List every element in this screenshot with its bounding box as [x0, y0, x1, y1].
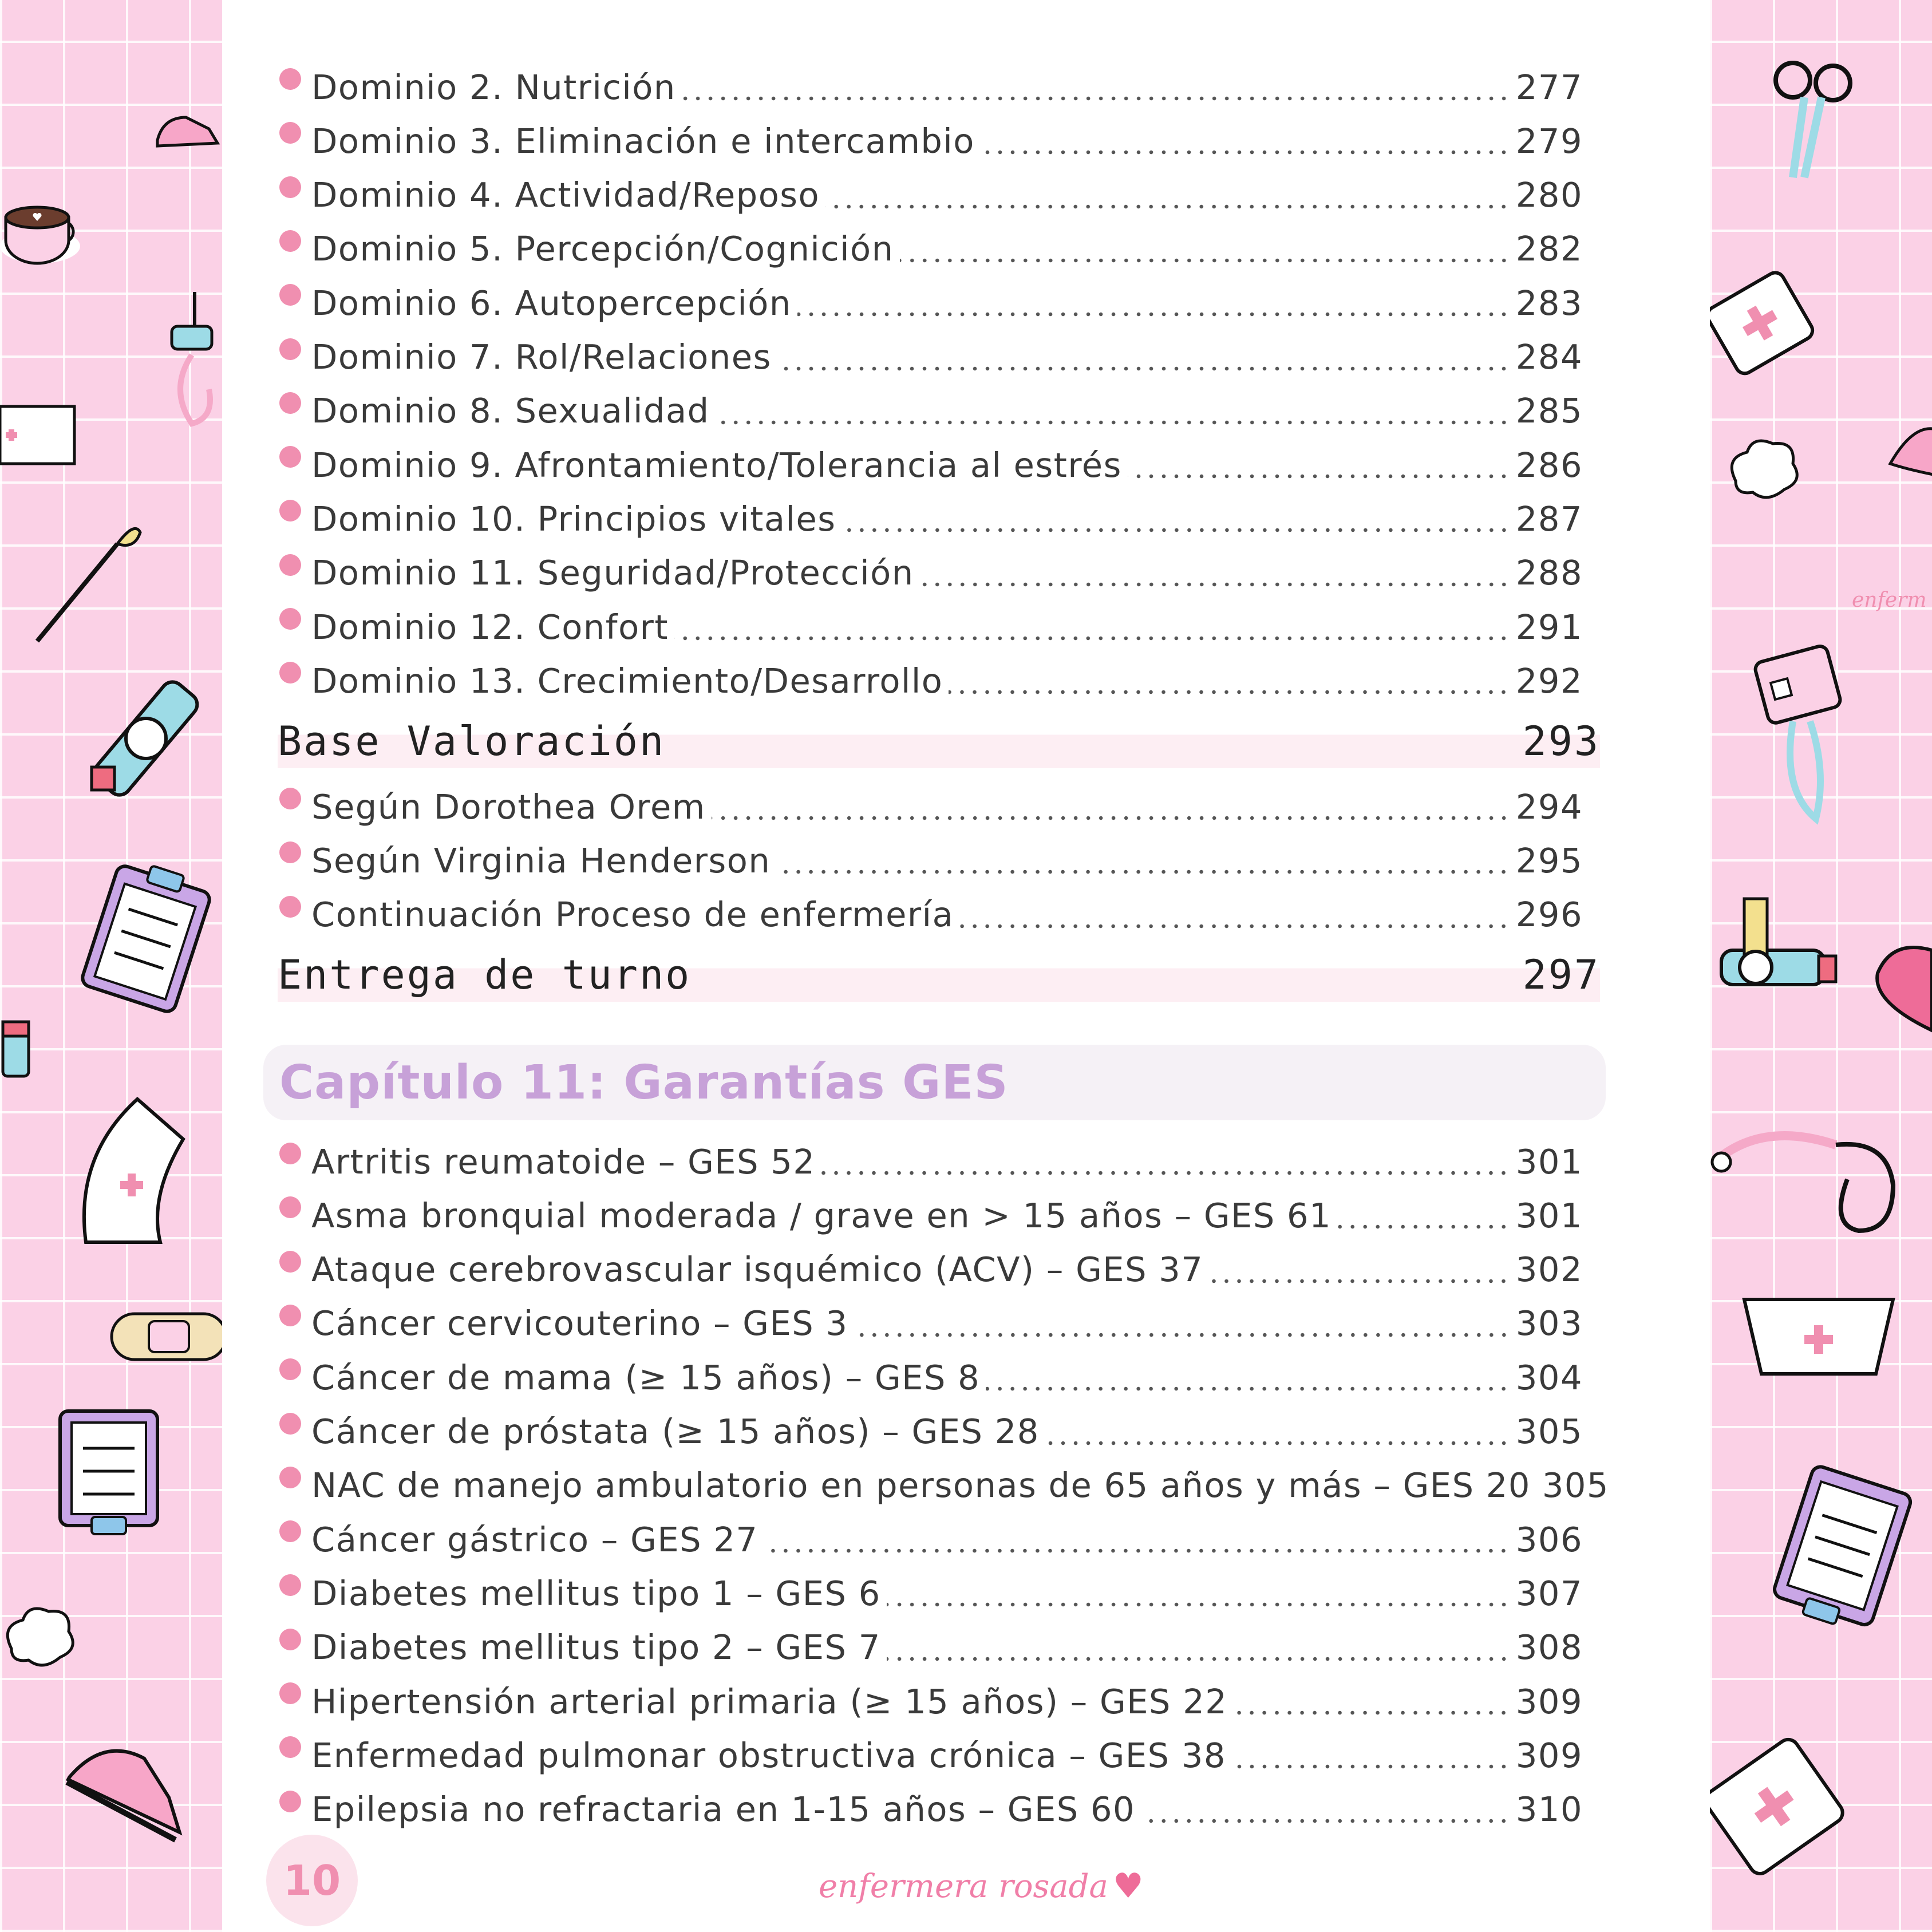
- toc-entry-page: 288: [1515, 553, 1583, 593]
- toc-entry: [280, 1243, 1583, 1297]
- toc-entry: [280, 1621, 1583, 1674]
- dot-leader: [1233, 1710, 1510, 1716]
- page-number: 10: [266, 1835, 358, 1926]
- nurse-cap-icon: [1739, 1288, 1899, 1385]
- section-heading-entrega-turno: [278, 948, 1600, 1002]
- toc-entry: [280, 222, 1583, 276]
- toc-entry-title: Dominio 11. Seguridad/Protección: [311, 553, 914, 593]
- mushroom-lamp-icon: [1879, 418, 1932, 504]
- dot-leader: [777, 366, 1510, 372]
- toc-entry-page: 309: [1515, 1681, 1583, 1721]
- toc-entry: [280, 600, 1583, 654]
- toc-entry-title: Dominio 8. Sexualidad: [311, 391, 710, 431]
- toc-entry-page: 305: [1515, 1412, 1583, 1451]
- toc-entry-page: 310: [1515, 1789, 1583, 1830]
- dot-leader: [887, 1656, 1510, 1662]
- toc-entry-title: Cáncer gástrico – GES 27: [311, 1519, 758, 1559]
- toc-entry-title: Dominio 6. Autopercepción: [311, 283, 792, 323]
- first-aid-kit-icon: [1710, 1729, 1842, 1889]
- first-aid-kit-icon: [1710, 263, 1807, 378]
- toc-entry-title: Según Dorothea Orem: [311, 787, 706, 827]
- bullet-icon: [279, 176, 301, 198]
- bullet-icon: [279, 896, 301, 918]
- toc-entry-page: 307: [1515, 1573, 1583, 1613]
- bullet-icon: [279, 554, 301, 576]
- left-decorative-strip: [0, 0, 222, 1932]
- toc-entry: [280, 1188, 1583, 1242]
- bullet-icon: [279, 1629, 301, 1650]
- dot-leader: [776, 869, 1510, 875]
- section-title: Base Valoración: [278, 718, 666, 765]
- dot-leader: [821, 1170, 1510, 1176]
- dot-leader: [682, 96, 1510, 101]
- toc-entry: [280, 276, 1583, 330]
- bullet-icon: [279, 392, 301, 414]
- toc-entry-title: Dominio 4. Actividad/Reposo: [311, 175, 820, 215]
- toc-entry: [280, 1350, 1583, 1404]
- nurse-cap-icon: [0, 389, 80, 475]
- dot-leader: [716, 420, 1510, 425]
- toc-entry-title: Dominio 3. Eliminación e intercambio: [311, 121, 975, 161]
- toc-entry: [280, 780, 1583, 833]
- toc-entry-title: Dominio 12. Confort: [311, 607, 669, 647]
- bullet-icon: [279, 1196, 301, 1218]
- toc-entry-page: 283: [1515, 283, 1583, 323]
- toc-entry-title: Dominio 5. Percepción/Cognición: [311, 229, 894, 269]
- toc-entry-title: Diabetes mellitus tipo 1 – GES 6: [311, 1573, 881, 1613]
- toc-entry: [280, 888, 1583, 942]
- dot-leader: [764, 1548, 1510, 1554]
- heart-icon: [1873, 927, 1932, 1036]
- heart-icon: ♥: [1112, 1866, 1144, 1906]
- toc-entry-title: Artritis reumatoide – GES 52: [311, 1141, 816, 1182]
- toc-entry-page: 303: [1515, 1303, 1583, 1344]
- bullet-icon: [279, 446, 301, 468]
- toc-entry-page: 305: [1542, 1465, 1609, 1506]
- bullet-icon: [279, 500, 301, 521]
- toc-entry-page: 304: [1515, 1357, 1583, 1397]
- toc-entry: [280, 1674, 1583, 1728]
- toc-entry-title: Cáncer de mama (≥ 15 años) – GES 8: [311, 1357, 981, 1397]
- toc-entry: [280, 1405, 1583, 1459]
- toc-entry-page: 308: [1515, 1627, 1583, 1668]
- dot-leader: [981, 149, 1510, 155]
- toc-entry-title: Dominio 2. Nutrición: [311, 67, 676, 107]
- toc-entry: [280, 438, 1583, 492]
- id-badge-icon: [1753, 641, 1850, 830]
- toc-entry-page: 302: [1515, 1250, 1583, 1290]
- dot-leader: [854, 1332, 1510, 1338]
- section-page: 297: [1522, 951, 1600, 998]
- scissors-icon: [1759, 57, 1862, 195]
- toc-entry-page: 301: [1515, 1195, 1583, 1235]
- toc-entry-title: Dominio 13. Crecimiento/Desarrollo: [311, 661, 943, 701]
- dot-leader: [986, 1386, 1510, 1392]
- bullet-icon: [279, 788, 301, 809]
- toc-entry-page: 282: [1515, 229, 1583, 269]
- toc-entry-page: 286: [1515, 445, 1583, 485]
- toc-entry-title: NAC de manejo ambulatorio en personas de 65 años y más – GES 20: [311, 1465, 1531, 1506]
- toc-entry: [280, 1728, 1583, 1782]
- toc-entry: [280, 492, 1583, 546]
- toc-entry: [280, 1135, 1583, 1188]
- dot-leader: [797, 311, 1510, 317]
- cotton-ball-icon: [1721, 435, 1807, 509]
- toc-entry-title: Dominio 9. Afrontamiento/Tolerancia al estrés: [311, 445, 1122, 485]
- signature: [819, 1863, 1144, 1909]
- iv-valve-icon: [86, 664, 218, 813]
- section-heading-base-valoracion: [278, 714, 1600, 768]
- right-decorative-strip: [1710, 0, 1932, 1932]
- clipboard-icon: [1779, 1465, 1905, 1631]
- section-page: 293: [1522, 718, 1600, 765]
- toc-entry-title: Ataque cerebrovascular isquémico (ACV) – GES 37: [311, 1250, 1204, 1290]
- toc-entry-title: Continuación Proceso de enfermería: [311, 895, 954, 935]
- dot-leader: [712, 815, 1510, 821]
- dot-leader: [1209, 1278, 1510, 1284]
- dot-leader: [1232, 1764, 1510, 1769]
- toc-entry: [280, 168, 1583, 222]
- toc-entry-title: Enfermedad pulmonar obstructiva crónica – GES 38: [311, 1735, 1226, 1775]
- toc-entry-page: 284: [1515, 337, 1583, 377]
- clipboard-icon: [57, 1408, 160, 1540]
- bullet-icon: [279, 1467, 301, 1488]
- toc-entry-title: Hipertensión arterial primaria (≥ 15 años) – GES 22: [311, 1681, 1228, 1721]
- bullet-icon: [279, 338, 301, 360]
- dot-leader: [900, 258, 1510, 263]
- section-title: Entrega de turno: [278, 951, 692, 998]
- toc-entry-title: Dominio 7. Rol/Relaciones: [311, 337, 772, 377]
- toc-entry-page: 292: [1515, 661, 1583, 701]
- toc-entry-page: 294: [1515, 787, 1583, 827]
- bullet-icon: [279, 1520, 301, 1542]
- bullet-icon: [279, 122, 301, 144]
- dot-leader: [887, 1602, 1510, 1607]
- bullet-icon: [279, 1736, 301, 1758]
- sneaker-icon: [152, 106, 220, 157]
- toc-entry-page: 306: [1515, 1519, 1583, 1559]
- toc-entry-page: 296: [1515, 895, 1583, 935]
- dot-leader: [1045, 1440, 1510, 1446]
- bullet-icon: [279, 1305, 301, 1326]
- toc-entry-page: 291: [1515, 607, 1583, 647]
- toc-entry-title: Cáncer de próstata (≥ 15 años) – GES 28: [311, 1412, 1040, 1451]
- toc-entry-title: Asma bronquial moderada / grave en > 15 años – GES 61: [311, 1195, 1332, 1235]
- bullet-icon: [279, 1358, 301, 1380]
- signature-text: enfermera rosada: [819, 1867, 1108, 1905]
- toc-entry: [280, 1566, 1583, 1620]
- bullet-icon: [279, 608, 301, 630]
- stethoscope-icon: [160, 286, 222, 447]
- toc-entry-page: 279: [1515, 121, 1583, 161]
- dot-leader: [920, 582, 1510, 587]
- chapter-heading-bar: [263, 1045, 1606, 1120]
- dot-leader: [1128, 473, 1510, 479]
- dot-leader: [1337, 1224, 1510, 1230]
- toc-entry: [280, 654, 1583, 708]
- bullet-icon: [279, 841, 301, 863]
- toc-entry-page: 301: [1515, 1141, 1583, 1182]
- bullet-icon: [279, 662, 301, 683]
- toc-entry: [280, 1459, 1609, 1512]
- dot-leader: [842, 527, 1510, 533]
- bullet-icon: [279, 1791, 301, 1812]
- toc-entry: [280, 330, 1583, 384]
- toc-entry: [280, 384, 1583, 438]
- vial-icon: [0, 1019, 34, 1082]
- sneaker-icon: [66, 1735, 203, 1843]
- iv-valve-icon: [1710, 893, 1836, 1008]
- bullet-icon: [279, 1574, 301, 1596]
- bullet-icon: [279, 230, 301, 252]
- nurse-cap-icon: [69, 1088, 189, 1248]
- side-watermark: enferm: [1852, 588, 1927, 612]
- stethoscope-icon: [1710, 1111, 1927, 1248]
- toc-entry-title: Cáncer cervicouterino – GES 3: [311, 1303, 848, 1344]
- clipboard-icon: [74, 859, 218, 1019]
- toc-entry: [280, 833, 1583, 887]
- dot-leader: [674, 635, 1510, 641]
- toc-entry: [280, 114, 1583, 168]
- toc-entry-title: Diabetes mellitus tipo 2 – GES 7: [311, 1627, 881, 1668]
- bullet-icon: [279, 1413, 301, 1435]
- toc-entry-title: Epilepsia no refractaria en 1-15 años – GES 60: [311, 1789, 1136, 1830]
- toc-entry: [280, 60, 1583, 114]
- bandage-icon: [109, 1305, 222, 1368]
- dot-leader: [825, 204, 1510, 210]
- coffee-cup-icon: [0, 183, 86, 275]
- toc-entry: [280, 1512, 1583, 1566]
- toc-entry-page: 295: [1515, 840, 1583, 880]
- dot-leader: [949, 689, 1510, 695]
- bullet-icon: [279, 1682, 301, 1704]
- dot-leader: [959, 923, 1510, 929]
- toc-entry-page: 285: [1515, 391, 1583, 431]
- toc-entry-title: Según Virginia Henderson: [311, 840, 771, 880]
- toc-entry-title: Dominio 10. Principios vitales: [311, 499, 836, 539]
- toc-entry-page: 287: [1515, 499, 1583, 539]
- toc-entry-page: 277: [1515, 67, 1583, 107]
- dot-leader: [1141, 1818, 1510, 1824]
- bullet-icon: [279, 284, 301, 306]
- scalpel-icon: [31, 521, 146, 647]
- cotton-ball-icon: [0, 1603, 74, 1677]
- bullet-icon: [279, 68, 301, 90]
- chapter-title: Capítulo 11: Garantías GES: [279, 1055, 1009, 1110]
- toc-entry: [280, 1783, 1583, 1836]
- bullet-icon: [279, 1251, 301, 1273]
- toc-entry-page: 309: [1515, 1735, 1583, 1775]
- toc-entry-page: 280: [1515, 175, 1583, 215]
- toc-entry: [280, 546, 1583, 600]
- toc-entry: [280, 1297, 1583, 1350]
- bullet-icon: [279, 1143, 301, 1164]
